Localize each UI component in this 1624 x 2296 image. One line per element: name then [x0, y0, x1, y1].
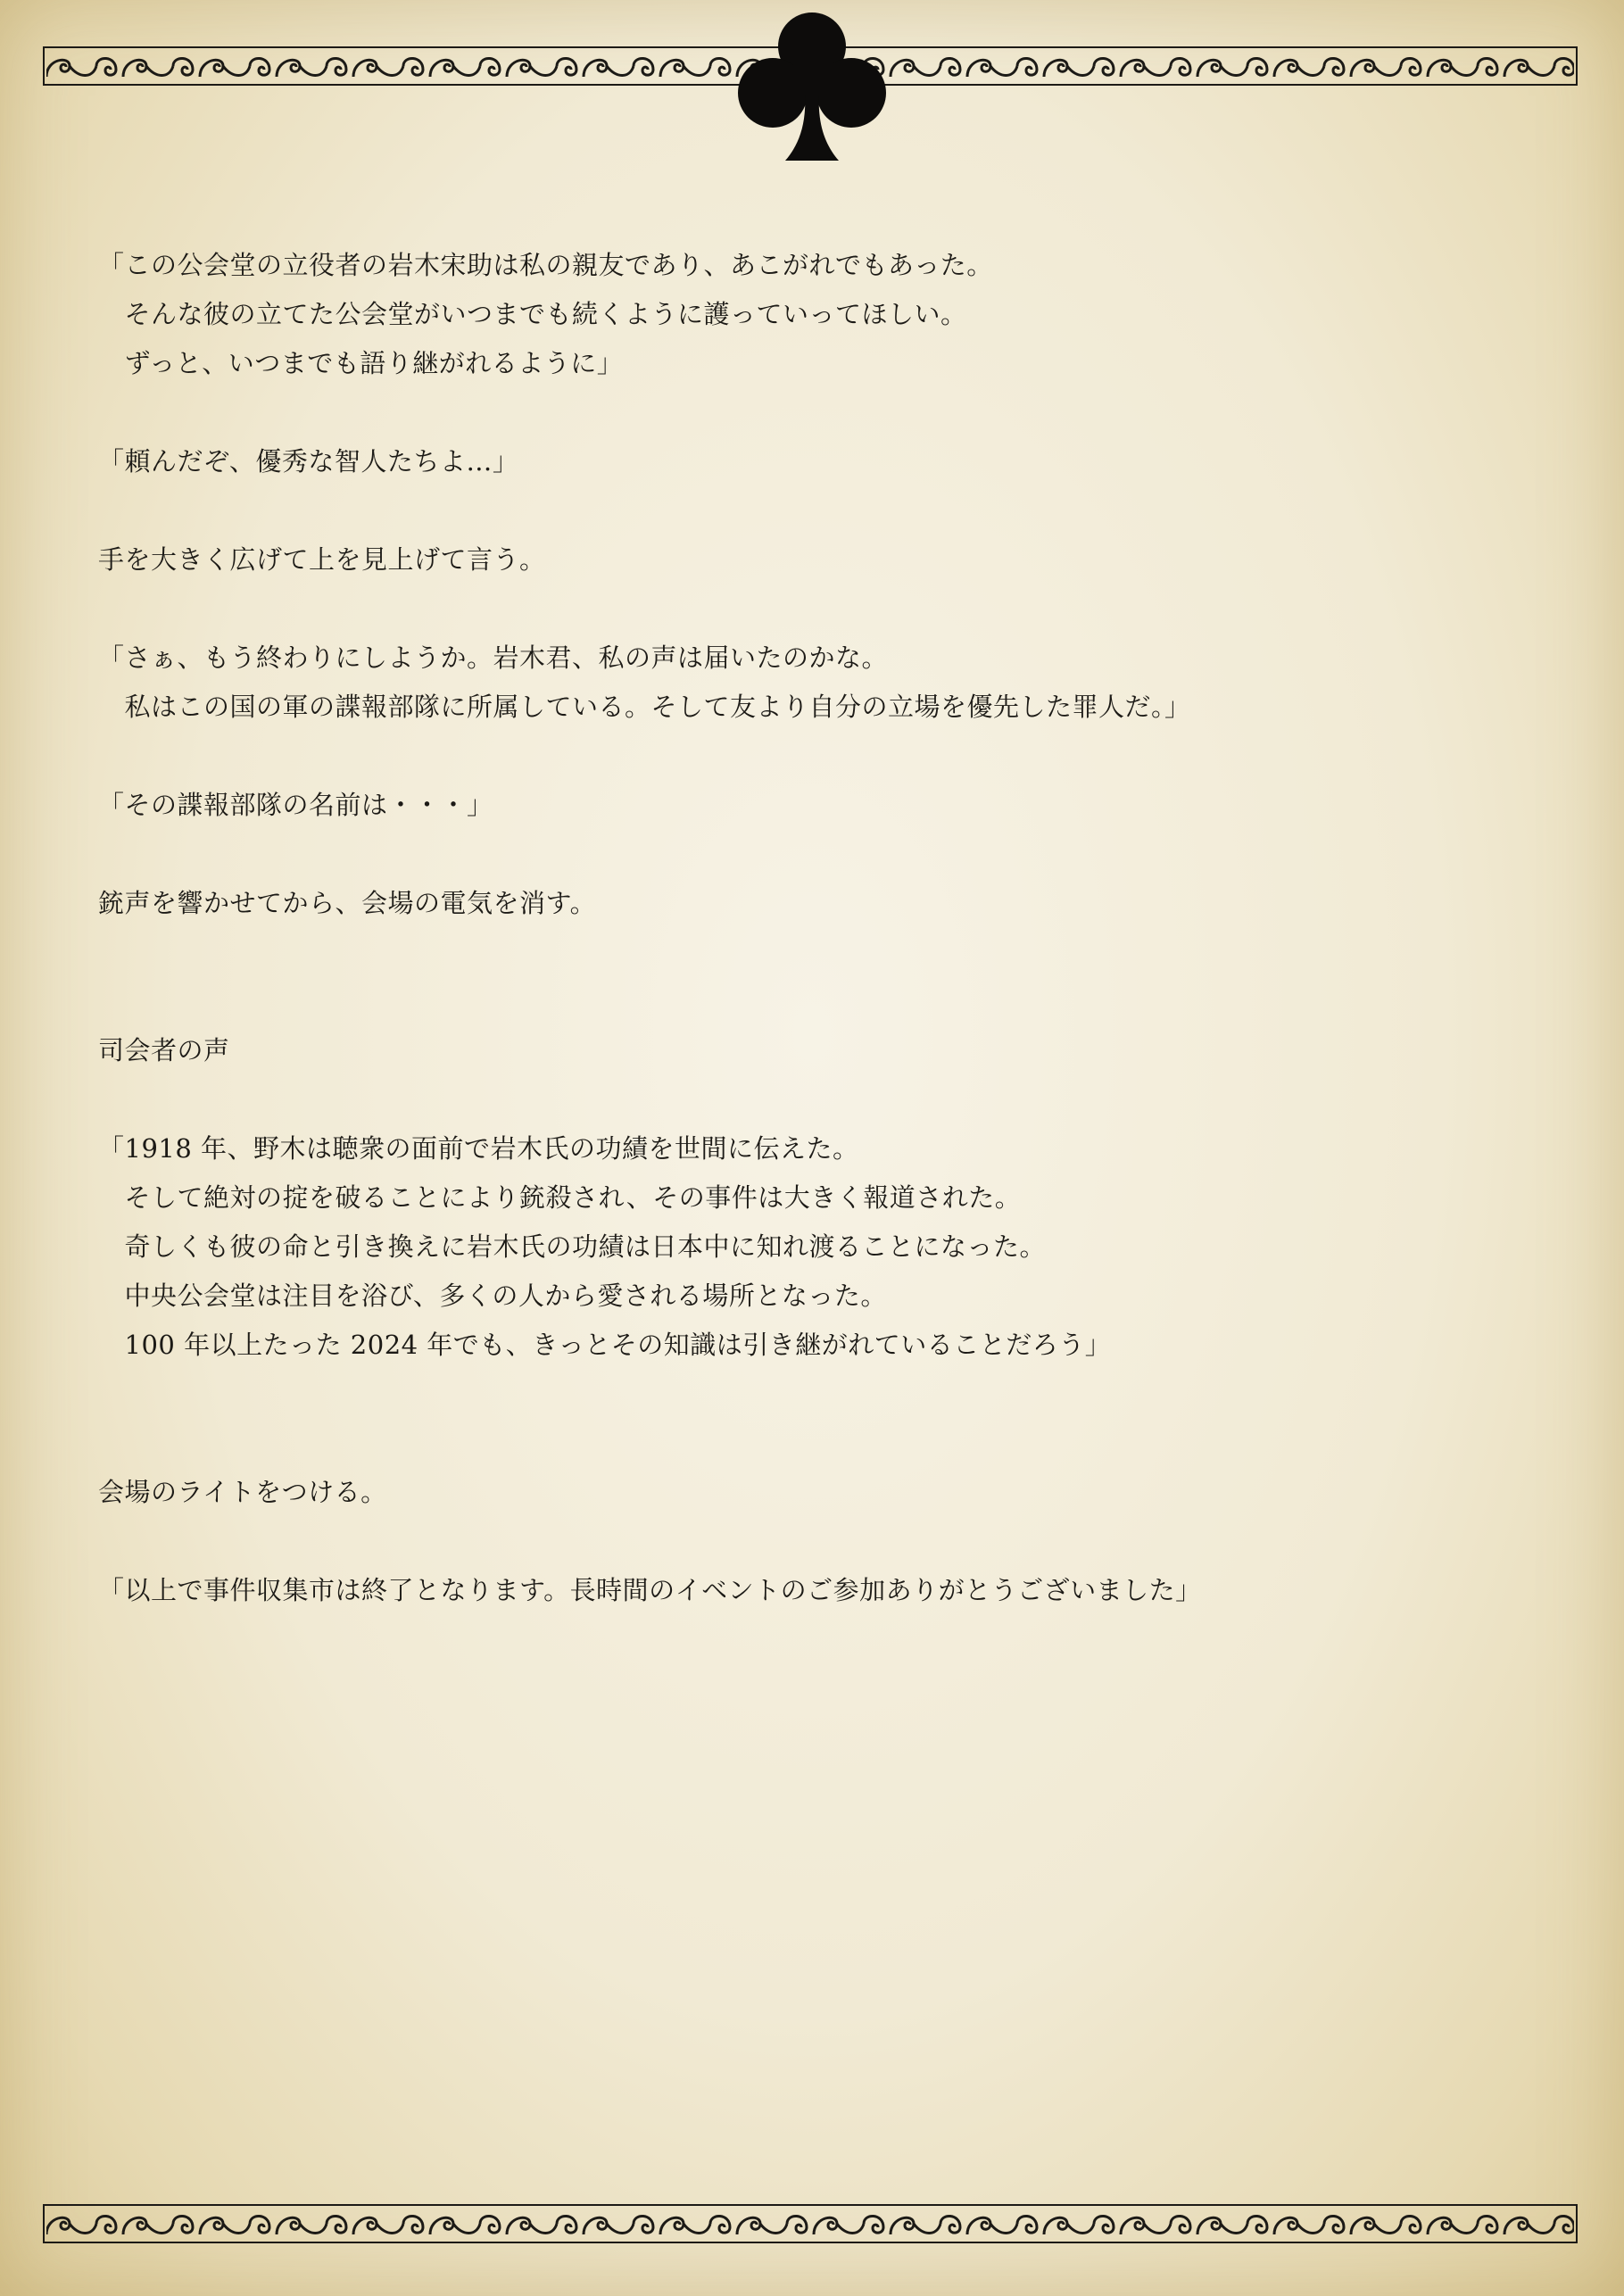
dialogue-block [98, 437, 1526, 486]
dialogue-line: そんな彼の立てた公会堂がいつまでも続くように護っていってほしい。 [98, 299, 967, 329]
dialogue-line: ずっと、いつまでも語り継がれるように」 [98, 348, 624, 378]
dialogue-line: そして絶対の掟を破ることにより銃殺され、その事件は大きく報道された。 [98, 1182, 1022, 1213]
dialogue-block [98, 1124, 1526, 1370]
dialogue-line: 「以上で事件収集市は終了となります。長時間のイベントのご参加ありがとうございました」 [98, 1575, 1202, 1605]
narration-line: 銃声を響かせてから、会場の電気を消す。 [98, 888, 597, 918]
narration-line: 手を大きく広げて上を見上げて言う。 [98, 544, 546, 575]
dialogue-block [98, 241, 1526, 388]
narration-block [98, 535, 1526, 584]
dialogue-block [98, 1566, 1526, 1615]
narration-block [98, 1468, 1526, 1517]
speaker-block [98, 1026, 1526, 1075]
dialogue-block [98, 634, 1526, 732]
speaker-label: 司会者の声 [98, 1035, 230, 1065]
dialogue-block [98, 781, 1526, 830]
dialogue-line: 「この公会堂の立役者の岩木宋助は私の親友であり、あこがれでもあった。 [98, 250, 993, 280]
club-suit-icon [732, 5, 892, 164]
dialogue-line: 「その諜報部隊の名前は・・・」 [98, 790, 493, 820]
dialogue-line: 私はこの国の軍の諜報部隊に所属している。そして友より自分の立場を優先した罪人だ。」 [98, 692, 1191, 722]
dialogue-line: 中央公会堂は注目を浴び、多くの人から愛される場所となった。 [98, 1281, 887, 1311]
script-body [98, 241, 1526, 1615]
narration-block [98, 879, 1526, 928]
dialogue-line: 100 年以上たった 2024 年でも、きっとその知識は引き継がれていることだろう」 [98, 1330, 1112, 1360]
scroll-border-bottom-icon [43, 2204, 1578, 2243]
dialogue-line: 「頼んだぞ、優秀な智人たちよ…」 [98, 446, 519, 477]
dialogue-line: 「1918 年、野木は聴衆の面前で岩木氏の功績を世間に伝えた。 [98, 1133, 859, 1164]
dialogue-line: 奇しくも彼の命と引き換えに岩木氏の功績は日本中に知れ渡ることになった。 [98, 1231, 1047, 1262]
dialogue-line: 「さぁ、もう終わりにしようか。岩木君、私の声は届いたのかな。 [98, 642, 889, 673]
narration-line: 会場のライトをつける。 [98, 1477, 387, 1507]
